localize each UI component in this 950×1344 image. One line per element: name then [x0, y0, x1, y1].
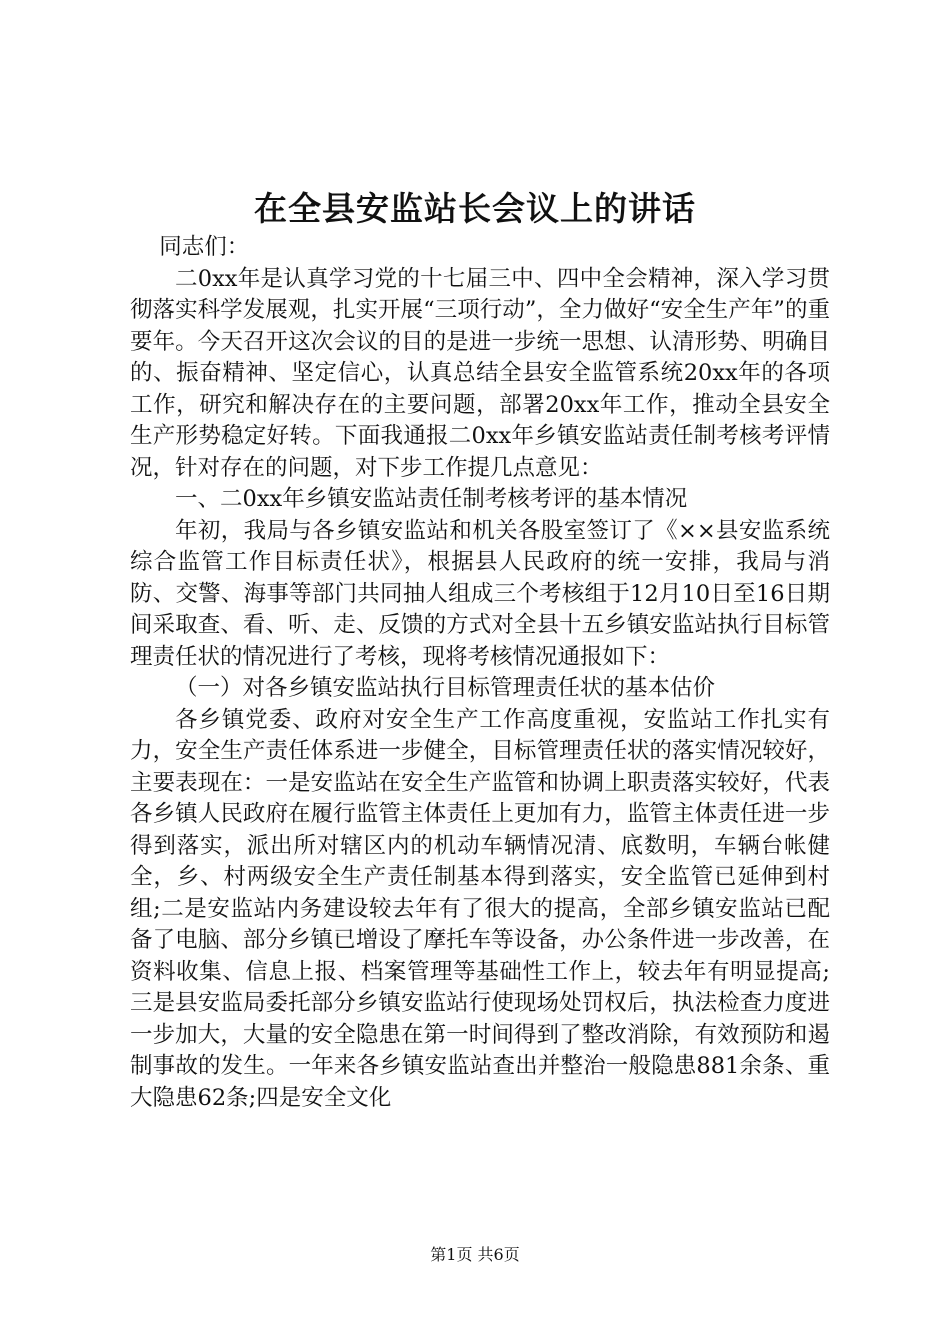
subsection-heading-1: （一）对各乡镇安监站执行目标管理责任状的基本估价 — [175, 675, 716, 701]
document-title: 在全县安监站长会议上的讲话 — [254, 189, 696, 228]
section-heading-1: 一、二0xx年乡镇安监站责任制考核考评的基本情况 — [175, 486, 688, 512]
paragraph-assessment: 年初，我局与各乡镇安监站和机关各股室签订了《××县安监系统综合监管工作目标责任状》，根据县人民政府的统一安排，我局与消防、交警、海事等部门共同抽人组成三个考核组于12月10日至16日期间采取查、看、听、走、反馈的方式对全县十五乡镇安监站执行目标管理责任状的情况进行了考核，现将考核情况通报如下： — [130, 517, 830, 670]
greeting: 同志们： — [159, 234, 250, 260]
paragraph-evaluation: 各乡镇党委、政府对安全生产工作高度重视，安监站工作扎实有力，安全生产责任体系进一步健全，目标管理责任状的落实情况较好，主要表现在：一是安监站在安全生产监管和协调上职责落实较好，代表各乡镇人民政府在履行监管主体责任上更加有力，监管主体责任进一步得到落实，派出所对辖区内的机动车辆情况清、底数明，车辆台帐健全，乡、村两级安全生产责任制基本得到落实，安全监管已延伸到村组;二是安监站内务建设较去年有了很大的提高，全部乡镇安监站已配备了电脑、部分乡镇已增设了摩托车等设备，办公条件进一步改善，在资料收集、信息上报、档案管理等基础性工作上，较去年有明显提高;三是县安监局委托部分乡镇安监站行使现场处罚权后，执法检查力度进一步加大，大量的安全隐患在第一时间得到了整改消除，有效预防和遏制事故的发生。一年来各乡镇安监站查出并整治一般隐患881余条、重大隐患62条;四是安全文化 — [130, 706, 830, 1111]
page-footer: 第1页 共6页 — [430, 1245, 520, 1264]
document-body — [130, 232, 830, 1114]
paragraph-intro: 二0xx年是认真学习党的十七届三中、四中全会精神，深入学习贯彻落实科学发展观，扎实开展“三项行动”，全力做好“安全生产年”的重要年。今天召开这次会议的目的是进一步统一思想、认清形势、明确目的、振奋精神、坚定信心，认真总结全县安全监管系统20xx年的各项工作，研究和解决存在的主要问题，部署20xx年工作，推动全县安全生产形势稳定好转。下面我通报二0xx年乡镇安监站责任制考核考评情况，针对存在的问题，对下步工作提几点意见： — [130, 265, 830, 481]
